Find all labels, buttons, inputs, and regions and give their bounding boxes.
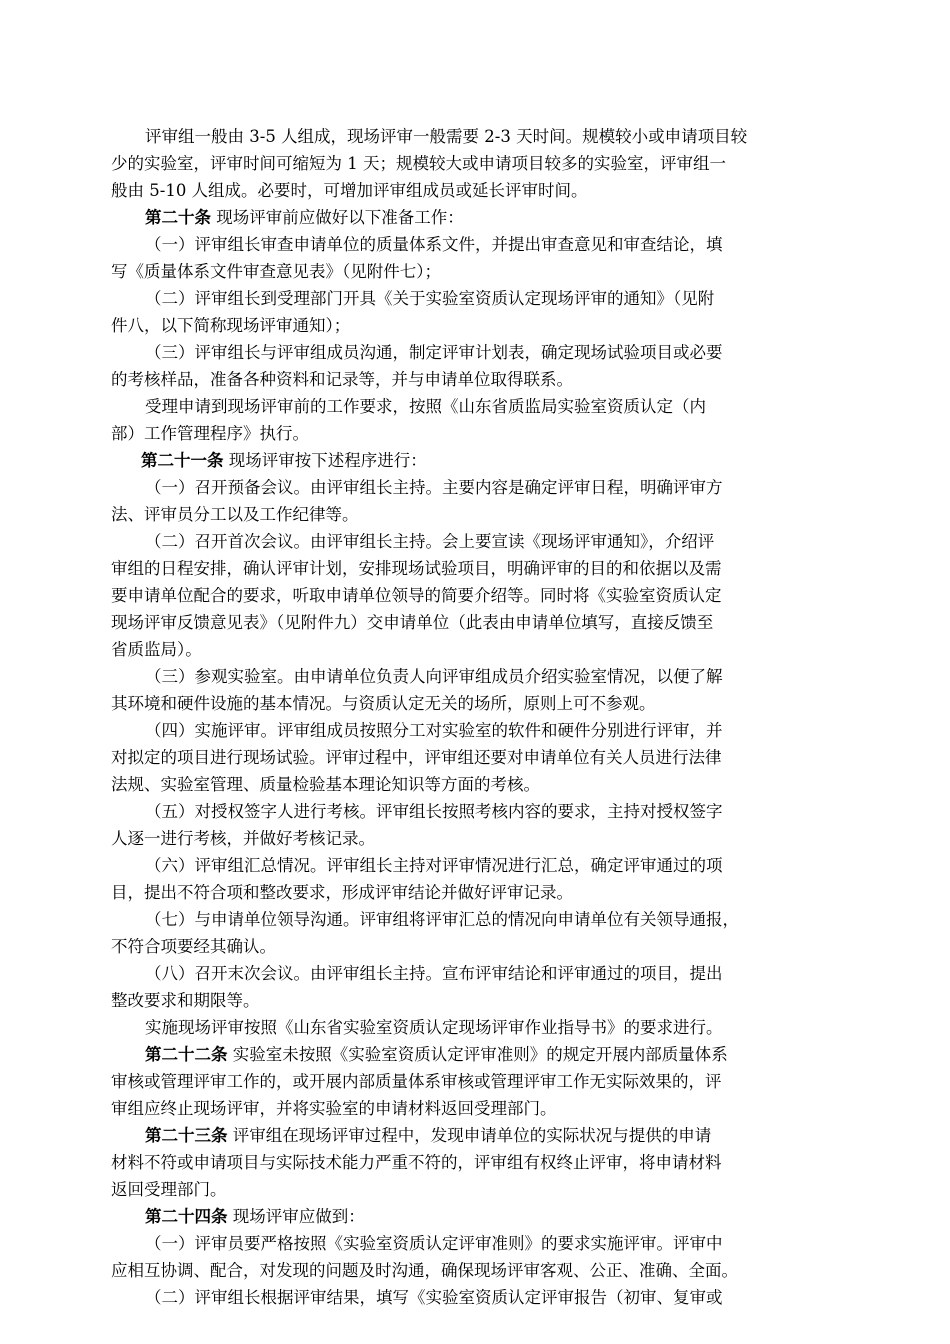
- text-line: [111, 1041, 833, 1068]
- line-text: 现场评审应做到：: [227, 1207, 365, 1226]
- text-line: [111, 1095, 833, 1122]
- text-line: [111, 474, 833, 501]
- text-line: [111, 555, 833, 582]
- line-text: 应相互协调、配合，对发现的问题及时沟通，确保现场评审客观、公正、准确、全面。: [111, 1261, 738, 1280]
- line-text: （一）评审组长审查申请单位的质量体系文件，并提出审查意见和审查结论，填: [145, 235, 723, 254]
- text-line: [111, 879, 833, 906]
- text-line: [111, 825, 833, 852]
- text-line: [111, 609, 833, 636]
- line-text: 法规、实验室管理、质量检验基本理论知识等方面的考核。: [111, 775, 540, 794]
- text-line: [111, 1149, 833, 1176]
- line-text: 现场评审反馈意见表》（见附件九）交申请单位（此表由申请单位填写，直接反馈至: [111, 613, 714, 632]
- line-text: 要申请单位配合的要求，听取申请单位领导的简要介绍等。同时将《实验室资质认定: [111, 586, 722, 605]
- text-line: [111, 1230, 833, 1257]
- text-line: [111, 717, 833, 744]
- line-text: （一）召开预备会议。由评审组长主持。主要内容是确定评审日程，明确评审方: [145, 478, 723, 497]
- line-text: （二）评审组长到受理部门开具《关于实验室资质认定现场评审的通知》（见附: [145, 289, 715, 308]
- text-line: [111, 1068, 833, 1095]
- line-text: 审组的日程安排，确认评审计划，安排现场试验项目，明确评审的目的和依据以及需: [111, 559, 722, 578]
- line-text: （二）评审组长根据评审结果，填写《实验室资质认定评审报告（初审、复审或: [145, 1288, 723, 1307]
- text-line: [111, 339, 833, 366]
- text-line: [111, 420, 833, 447]
- article-heading: 第二十二条: [145, 1045, 228, 1064]
- line-text: 的考核样品，准备各种资料和记录等，并与申请单位取得联系。: [111, 370, 573, 389]
- text-line: [111, 636, 833, 663]
- text-line: [111, 1122, 833, 1149]
- document-body: [111, 123, 833, 1311]
- text-line: [111, 987, 833, 1014]
- text-line: [111, 447, 833, 474]
- line-text: 般由 5-10 人组成。必要时，可增加评审组成员或延长评审时间。: [111, 181, 588, 200]
- line-text: 审组应终止现场评审，并将实验室的申请材料返回受理部门。: [111, 1099, 557, 1118]
- line-text: 部）工作管理程序》执行。: [111, 424, 309, 443]
- article-heading: 第二十三条: [145, 1126, 228, 1145]
- text-line: [111, 1203, 833, 1230]
- line-text: 现场评审前应做好以下准备工作：: [211, 208, 464, 227]
- line-text: 审核或管理评审工作的，或开展内部质量体系审核或管理评审工作无实际效果的，评: [111, 1072, 722, 1091]
- text-line: [111, 1284, 833, 1311]
- line-text: 少的实验室，评审时间可缩短为 1 天；规模较大或申请项目较多的实验室，评审组一: [111, 154, 726, 173]
- text-line: [111, 582, 833, 609]
- text-line: [111, 204, 833, 231]
- text-line: [111, 312, 833, 339]
- line-text: （二）召开首次会议。由评审组长主持。会上要宣读《现场评审通知》，介绍评: [145, 532, 715, 551]
- article-heading: 第二十一条: [141, 451, 224, 470]
- text-line: [111, 933, 833, 960]
- text-line: [111, 231, 833, 258]
- line-text: 现场评审按下述程序进行：: [223, 451, 427, 470]
- text-line: [111, 177, 833, 204]
- text-line: [111, 906, 833, 933]
- line-text: 对拟定的项目进行现场试验。评审过程中，评审组还要对申请单位有关人员进行法律: [111, 748, 722, 767]
- line-text: 写《质量体系文件审查意见表》（见附件七）；: [111, 262, 441, 281]
- text-line: [111, 690, 833, 717]
- text-line: [111, 798, 833, 825]
- text-line: [111, 528, 833, 555]
- text-line: [111, 960, 833, 987]
- line-text: （五）对授权签字人进行考核。评审组长按照考核内容的要求，主持对授权签字: [145, 802, 723, 821]
- text-line: [111, 150, 833, 177]
- text-line: [111, 285, 833, 312]
- line-text: 不符合项要经其确认。: [111, 937, 276, 956]
- text-line: [111, 1257, 833, 1284]
- text-line: [111, 771, 833, 798]
- line-text: 材料不符或申请项目与实际技术能力严重不符的，评审组有权终止评审，将申请材料: [111, 1153, 722, 1172]
- text-line: [111, 366, 833, 393]
- line-text: （三）评审组长与评审组成员沟通，制定评审计划表，确定现场试验项目或必要: [145, 343, 723, 362]
- text-line: [111, 258, 833, 285]
- line-text: （六）评审组汇总情况。评审组长主持对评审情况进行汇总，确定评审通过的项: [145, 856, 723, 875]
- line-text: 省质监局）。: [111, 640, 202, 659]
- article-heading: 第二十条: [145, 208, 211, 227]
- article-heading: 第二十四条: [145, 1207, 228, 1226]
- text-line: [111, 744, 833, 771]
- line-text: 评审组在现场评审过程中，发现申请单位的实际状况与提供的申请: [227, 1126, 712, 1145]
- line-text: 评审组一般由 3-5 人组成，现场评审一般需要 2-3 天时间。规模较小或申请项目较: [145, 127, 748, 146]
- text-line: [111, 1176, 833, 1203]
- line-text: 目，提出不符合项和整改要求，形成评审结论并做好评审记录。: [111, 883, 573, 902]
- line-text: （七）与申请单位领导沟通。评审组将评审汇总的情况向申请单位有关领导通报，: [145, 910, 739, 929]
- text-line: [111, 393, 833, 420]
- line-text: 法、评审员分工以及工作纪律等。: [111, 505, 359, 524]
- line-text: 整改要求和期限等。: [111, 991, 260, 1010]
- line-text: 人逐一进行考核，并做好考核记录。: [111, 829, 375, 848]
- text-line: [111, 852, 833, 879]
- line-text: 实施现场评审按照《山东省实验室资质认定现场评审作业指导书》的要求进行。: [145, 1018, 723, 1037]
- text-line: [111, 501, 833, 528]
- line-text: 实验室未按照《实验室资质认定评审准则》的规定开展内部质量体系: [227, 1045, 728, 1064]
- line-text: 返回受理部门。: [111, 1180, 227, 1199]
- text-line: [111, 663, 833, 690]
- line-text: 受理申请到现场评审前的工作要求，按照《山东省质监局实验室资质认定（内: [145, 397, 706, 416]
- line-text: （四）实施评审。评审组成员按照分工对实验室的软件和硬件分别进行评审，并: [145, 721, 723, 740]
- line-text: 其环境和硬件设施的基本情况。与资质认定无关的场所，原则上可不参观。: [111, 694, 656, 713]
- line-text: （一）评审员要严格按照《实验室资质认定评审准则》的要求实施评审。评审中: [145, 1234, 723, 1253]
- line-text: （八）召开末次会议。由评审组长主持。宣布评审结论和评审通过的项目，提出: [145, 964, 723, 983]
- text-line: [111, 123, 833, 150]
- line-text: （三）参观实验室。由申请单位负责人向评审组成员介绍实验室情况，以便了解: [145, 667, 723, 686]
- line-text: 件八，以下简称现场评审通知）；: [111, 316, 351, 335]
- text-line: [111, 1014, 833, 1041]
